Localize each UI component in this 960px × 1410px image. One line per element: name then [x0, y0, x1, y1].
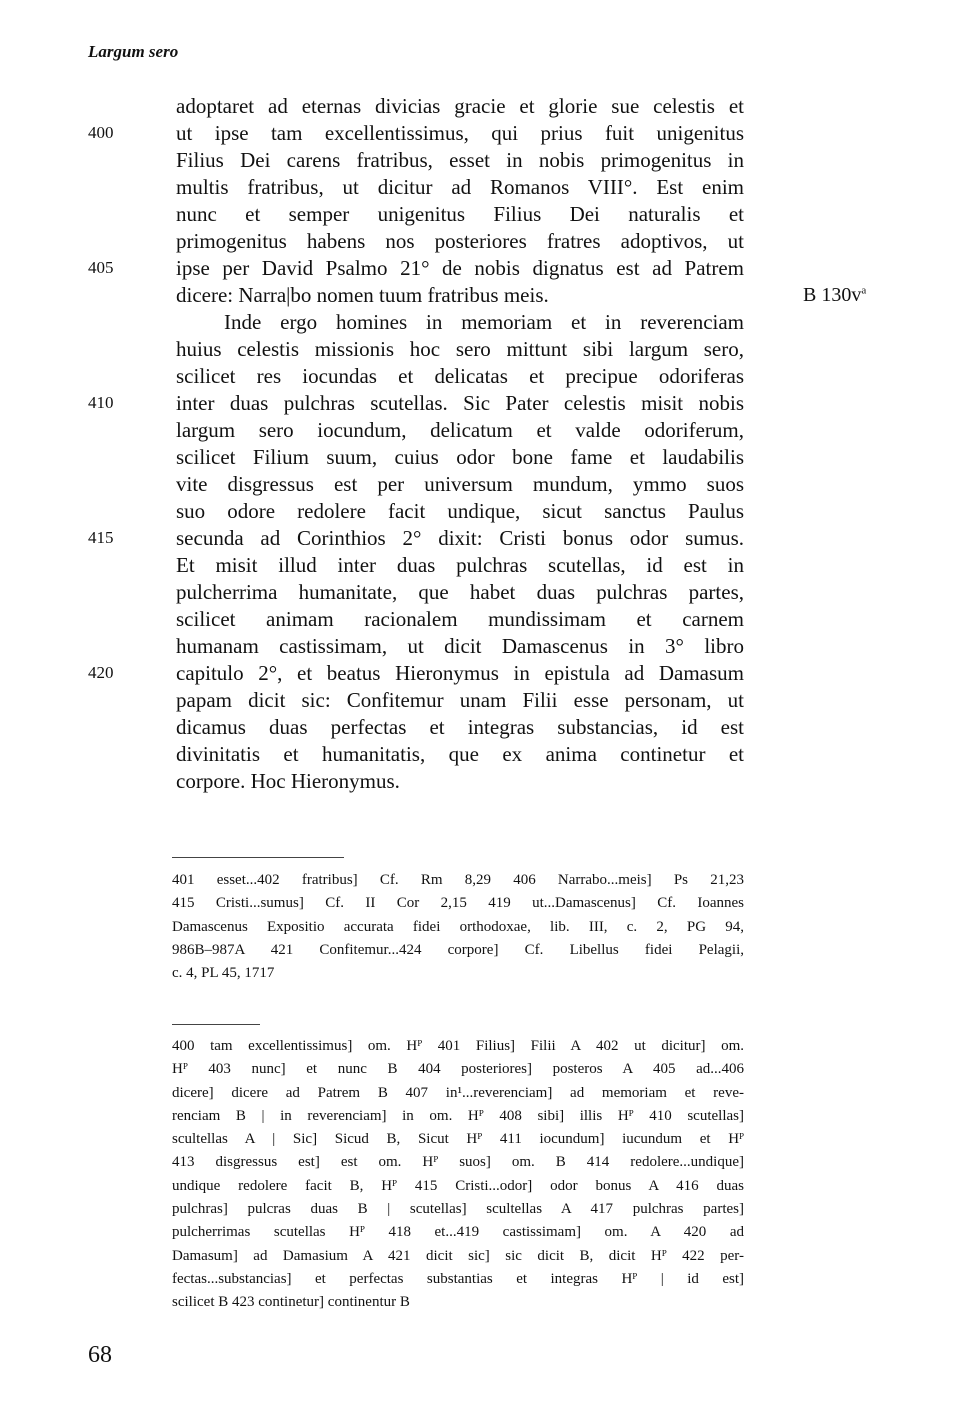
line-number: 400 — [88, 123, 114, 142]
text-line: ut ipse tam excellentissimus, qui prius fuit unigenitus — [176, 121, 744, 145]
apparatus-line: 415 Cristi...sumus] Cf. II Cor 2,15 419 ut...Damascenus] Cf. Ioannes — [172, 895, 744, 912]
sources-apparatus — [172, 869, 744, 985]
text-line: primogenitus habens nos posteriores fratres adoptivos, ut — [176, 229, 744, 253]
line-number: 405 — [88, 258, 114, 277]
apparatus-line: pulchras] pulcras duas B | scutellas] scultellas A 417 pulchras partes] — [172, 1201, 744, 1218]
folio-reference — [803, 281, 866, 309]
apparatus-line: 401 esset...402 fratribus] Cf. Rm 8,29 406 Narrabo...meis] Ps 21,23 — [172, 872, 744, 888]
text-line: vite disgressus est per universum mundum, ymmo suos — [176, 472, 744, 496]
text-line: divinitatis et humanitatis, que ex anima continetur et — [176, 742, 744, 766]
apparatus-line: pulcherrimas scutellas Hᴾ 418 et...419 castissimam] om. A 420 ad — [172, 1224, 744, 1241]
text-line: humanam castissimam, ut dicit Damascenus in 3° libro — [176, 634, 744, 658]
apparatus-line: scultellas A | Sic] Sicud B, Sicut Hᴾ 411 iocundum] iucundum et Hᴾ — [172, 1131, 744, 1148]
text-line: pulcherrima humanitate, que habet duas pulchras partes, — [176, 580, 744, 604]
apparatus-rule — [172, 1024, 260, 1025]
apparatus-line: 986B–987A 421 Confitemur...424 corpore] Cf. Libellus fidei Pelagii, — [172, 941, 744, 958]
text-line: dicamus duas perfectas et integras substancias, id est — [176, 715, 744, 739]
text-line: dicere: Narra|bo nomen tuum fratribus meis. — [176, 283, 549, 307]
apparatus-line: 400 tam excellentissimus] om. Hᴾ 401 Filius] Filii A 402 ut dicitur] om. — [172, 1038, 744, 1054]
critical-apparatus — [172, 1035, 744, 1315]
text-line: scilicet res iocundas et delicatas et precipue odoriferas — [176, 364, 744, 388]
text-line: nunc et semper unigenitus Filius Dei naturalis et — [176, 202, 744, 226]
line-number: 410 — [88, 393, 114, 412]
text-line: corpore. Hoc Hieronymus. — [176, 769, 400, 793]
line-number: 420 — [88, 663, 114, 682]
text-line: secunda ad Corinthios 2° dixit: Cristi bonus odor sumus. — [176, 526, 744, 550]
apparatus-line: undique redolere facit B, Hᴾ 415 Cristi...odor] odor bonus A 416 duas — [172, 1177, 744, 1194]
running-title: Largum sero — [88, 42, 179, 61]
apparatus-line: 413 disgressus est] est om. Hᴾ suos] om. B 414 redolere...undique] — [172, 1154, 744, 1171]
text-line: multis fratribus, ut dicitur ad Romanos VIII°. Est enim — [176, 175, 744, 199]
apparatus-line: c. 4, PL 45, 1717 — [172, 965, 275, 982]
text-line: suo odore redolere facit undique, sicut sanctus Paulus — [176, 499, 744, 523]
text-line: scilicet animam racionalem mundissimam et carnem — [176, 607, 744, 631]
text-line: capitulo 2°, et beatus Hieronymus in epistula ad Damasum — [176, 661, 744, 685]
apparatus-line: fectas...substancias] et perfectas substantias et integras Hᴾ | id est] — [172, 1270, 744, 1287]
text-line: scilicet Filium suum, cuius odor bone fame et laudabilis — [176, 445, 744, 469]
apparatus-line: renciam B | in reverenciam] in om. Hᴾ 408 sibi] illis Hᴾ 410 scutellas] — [172, 1107, 744, 1124]
apparatus-line: Damascenus Expositio accurata fidei orthodoxae, lib. III, c. 2, PG 94, — [172, 918, 744, 935]
text-line: Filius Dei carens fratribus, esset in nobis primogenitus in — [176, 148, 744, 172]
text-line: Et misit illud inter duas pulchras scutellas, id est in — [176, 553, 744, 577]
text-line: huius celestis missionis hoc sero mittunt sibi largum sero, — [176, 337, 744, 361]
page-number: 68 — [88, 1342, 112, 1368]
folio-reference-sup: a — [861, 284, 867, 297]
apparatus-line: Hᴾ 403 nunc] et nunc B 404 posteriores] posteros A 405 ad...406 — [172, 1061, 744, 1078]
text-line: adoptaret ad eternas divicias gracie et glorie sue celestis et — [176, 94, 744, 118]
text-line: largum sero iocundum, delicatum et valde odoriferum, — [176, 418, 744, 442]
text-line: ipse per David Psalmo 21° de nobis dignatus est ad Patrem — [176, 256, 744, 280]
line-number: 415 — [88, 528, 114, 547]
text-line: papam dicit sic: Confitemur unam Filii esse personam, ut — [176, 688, 744, 712]
apparatus-line: dicere] dicere ad Patrem B 407 in¹...reverenciam] ad memoriam et reve- — [172, 1084, 744, 1101]
folio-reference-text: B 130v — [803, 284, 862, 306]
footnote-rule — [172, 857, 344, 858]
apparatus-line: Damasum] ad Damasium A 421 dicit sic] sic dicit B, dicit Hᴾ 422 per- — [172, 1247, 744, 1264]
apparatus-line: scilicet B 423 continetur] continentur B — [172, 1294, 410, 1311]
text-line: Inde ergo homines in memoriam et in reverenciam — [224, 310, 744, 334]
text-line: inter duas pulchras scutellas. Sic Pater celestis misit nobis — [176, 391, 744, 415]
